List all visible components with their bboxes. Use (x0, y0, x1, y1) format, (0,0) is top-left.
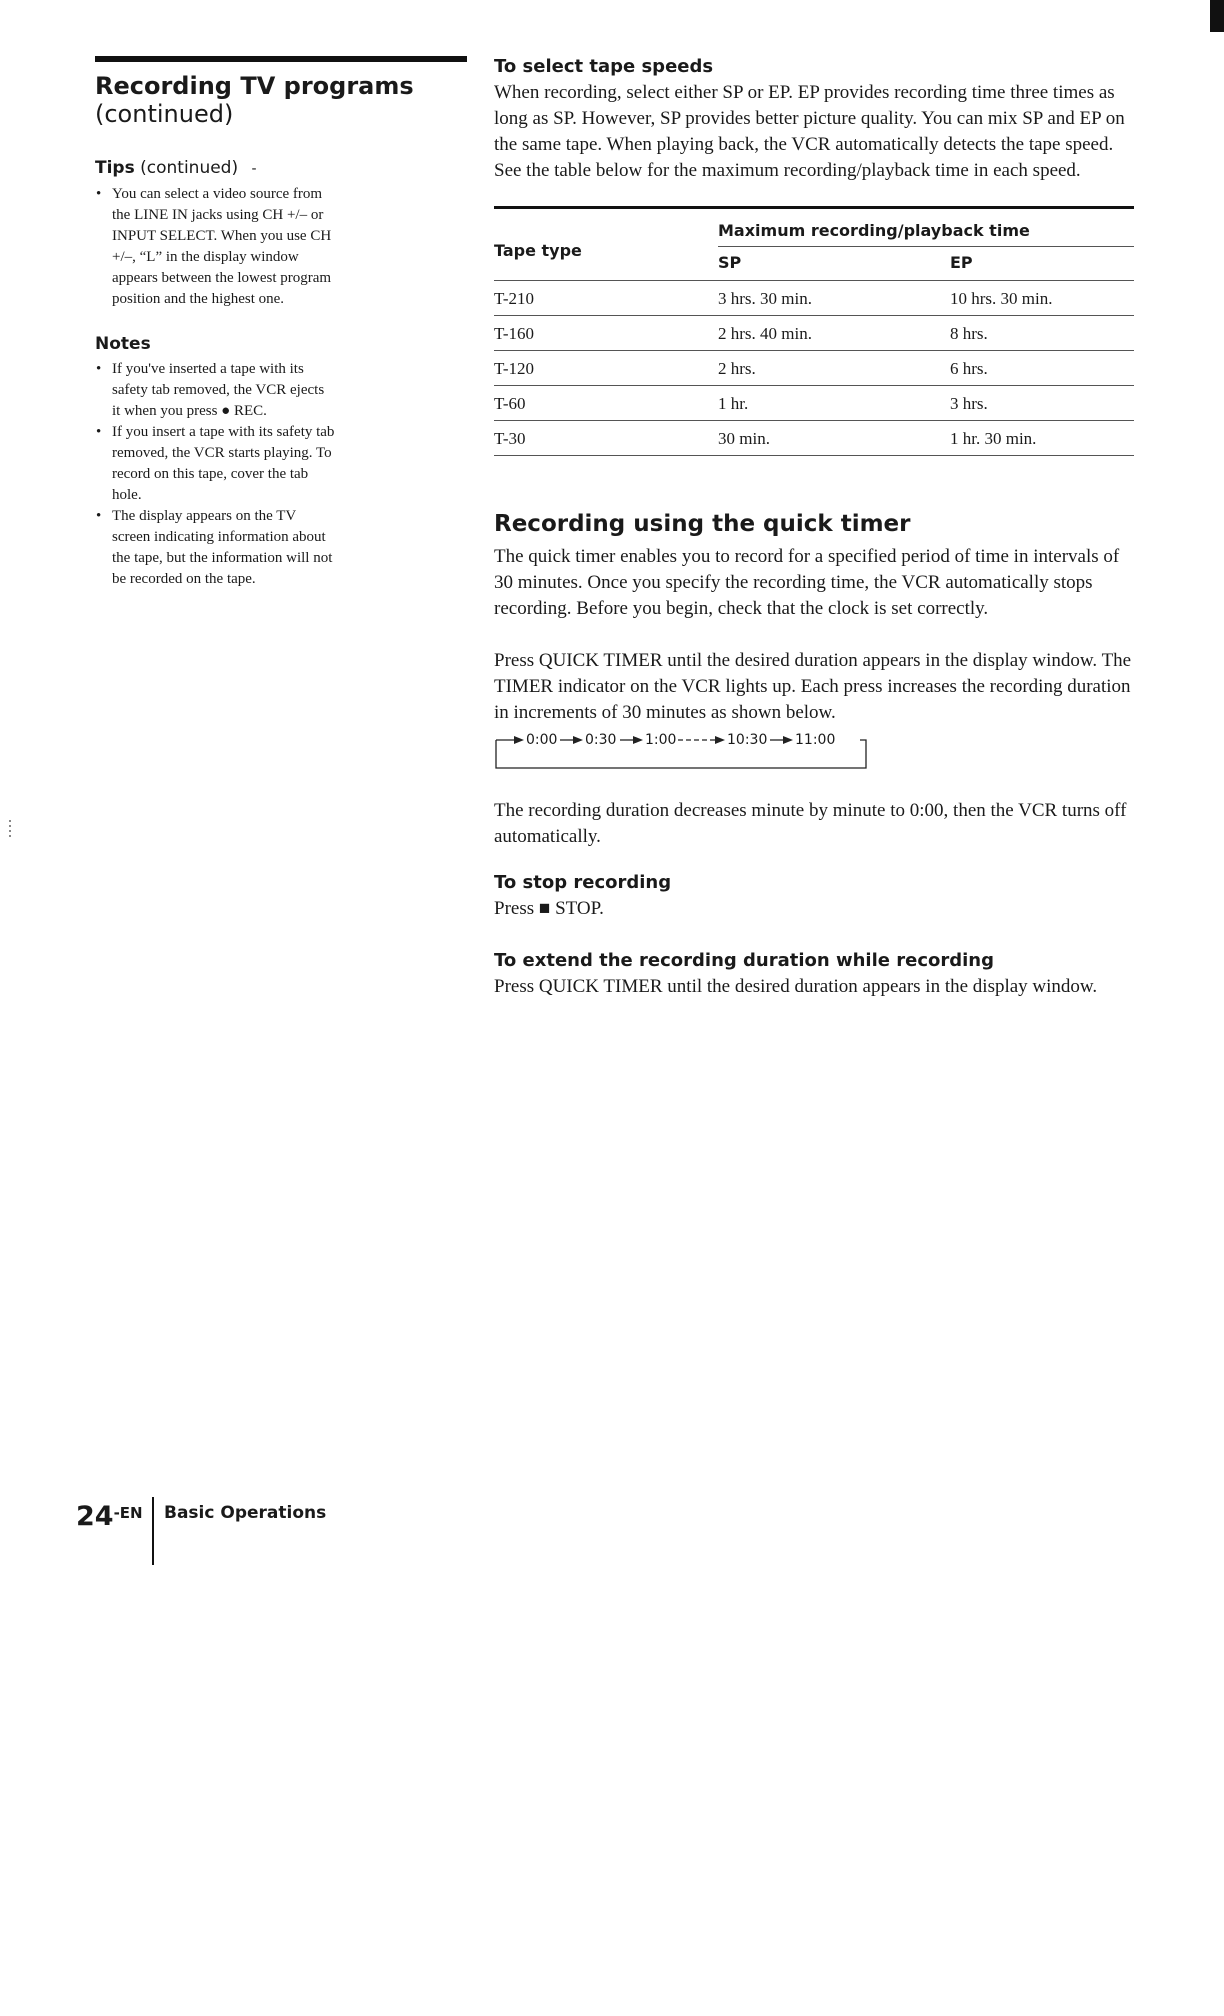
stop-recording-body: Press ■ STOP. (494, 898, 604, 919)
cycle-step: 11:00 (795, 732, 836, 748)
cell-tape-type: T-160 (494, 316, 718, 351)
note-item: • The display appears on the TV screen indicating information about the tape, but the information will not be recorded on the tape. (95, 506, 335, 590)
cell-sp-time: 2 hrs. 40 min. (718, 316, 950, 351)
duration-cycle-diagram (494, 732, 874, 776)
tips-heading-label: Tips (95, 158, 135, 178)
notes-heading-label: Notes (95, 334, 151, 354)
note-item: • If you've inserted a tape with its safety tab removed, the VCR ejects it when you press ● REC. (95, 359, 335, 422)
notes-list (95, 359, 335, 590)
table-row (494, 281, 1134, 316)
tip-item: • You can select a video source from the LINE IN jacks using CH +/– or INPUT SELECT. When you use CH +/–, “L” in the display window appears between the lowest program position and the highest one. (95, 184, 335, 310)
stop-recording-heading: To stop recording (494, 872, 672, 893)
tape-speeds-body: When recording, select either SP or EP. EP provides recording time three times as long as SP. However, SP provides better picture quality. You can mix SP and EP on the same tape. When playing back, the VCR automatically detects the tape speed. See the table below for the maximum recording/playback time in each speed. (494, 82, 1125, 181)
cell-ep-time: 6 hrs. (950, 351, 1134, 386)
quick-timer-title: Recording using the quick timer (494, 511, 911, 537)
tips-heading-dash: - (251, 161, 257, 177)
cell-tape-type: T-30 (494, 421, 718, 456)
page-number (76, 1497, 143, 1533)
col-header-ep: EP (950, 247, 1134, 281)
left-column (95, 56, 467, 590)
section-name: Basic Operations (164, 1503, 327, 1523)
note-item: • If you insert a tape with its safety tab removed, the VCR starts playing. To record on this tape, cover the tab hole. (95, 422, 335, 506)
cycle-step: 10:30 (727, 732, 768, 748)
page-number-value: 24 (76, 1501, 114, 1532)
quick-timer-after: The recording duration decreases minute by minute to 0:00, then the VCR turns off automatically. (494, 800, 1127, 847)
cell-sp-time: 30 min. (718, 421, 950, 456)
notes-heading (95, 334, 467, 355)
cycle-step: 0:30 (585, 732, 617, 748)
quick-timer-press: Press QUICK TIMER until the desired duration appears in the display window. The TIMER indicator on the VCR lights up. Each press increases the recording duration in increments of 30 minutes as shown below. (494, 650, 1132, 723)
cell-ep-time: 1 hr. 30 min. (950, 421, 1134, 456)
cell-tape-type: T-210 (494, 281, 718, 316)
col-header-max-time: Maximum recording/playback time (718, 208, 1134, 247)
col-header-tape-type: Tape type (494, 208, 718, 281)
tips-heading-suffix: (continued) (140, 158, 239, 178)
cell-ep-time: 3 hrs. (950, 386, 1134, 421)
cycle-step: 1:00 (645, 732, 677, 748)
cell-sp-time: 3 hrs. 30 min. (718, 281, 950, 316)
page-number-suffix: -EN (113, 1504, 143, 1522)
tape-time-table (494, 206, 1134, 456)
quick-timer-intro: The quick timer enables you to record for a specified period of time in intervals of 30 minutes. Once you specify the recording time, the VCR automatically stops recording. Before you begin, check that the clock is set correctly. (494, 546, 1120, 619)
tips-heading (95, 158, 467, 180)
scan-artifact (9, 820, 11, 838)
cell-ep-time: 8 hrs. (950, 316, 1134, 351)
tips-list (95, 184, 335, 310)
cell-tape-type: T-120 (494, 351, 718, 386)
table-row (494, 421, 1134, 456)
title-rule (95, 56, 467, 62)
cycle-step: 0:00 (526, 732, 558, 748)
cell-sp-time: 2 hrs. (718, 351, 950, 386)
extend-duration-body: Press QUICK TIMER until the desired duration appears in the display window. (494, 976, 1098, 997)
cell-ep-time: 10 hrs. 30 min. (950, 281, 1134, 316)
edge-crop-mark (1210, 0, 1224, 32)
cell-tape-type: T-60 (494, 386, 718, 421)
page-title: Recording TV programs (95, 72, 414, 100)
table-row (494, 351, 1134, 386)
page-title-continued: (continued) (95, 100, 234, 128)
table-row (494, 316, 1134, 351)
col-header-sp: SP (718, 247, 950, 281)
footer-divider (152, 1497, 154, 1565)
table-row (494, 386, 1134, 421)
right-column (494, 56, 1134, 1000)
extend-duration-heading: To extend the recording duration while recording (494, 950, 994, 971)
cell-sp-time: 1 hr. (718, 386, 950, 421)
tape-speeds-heading: To select tape speeds (494, 56, 714, 77)
